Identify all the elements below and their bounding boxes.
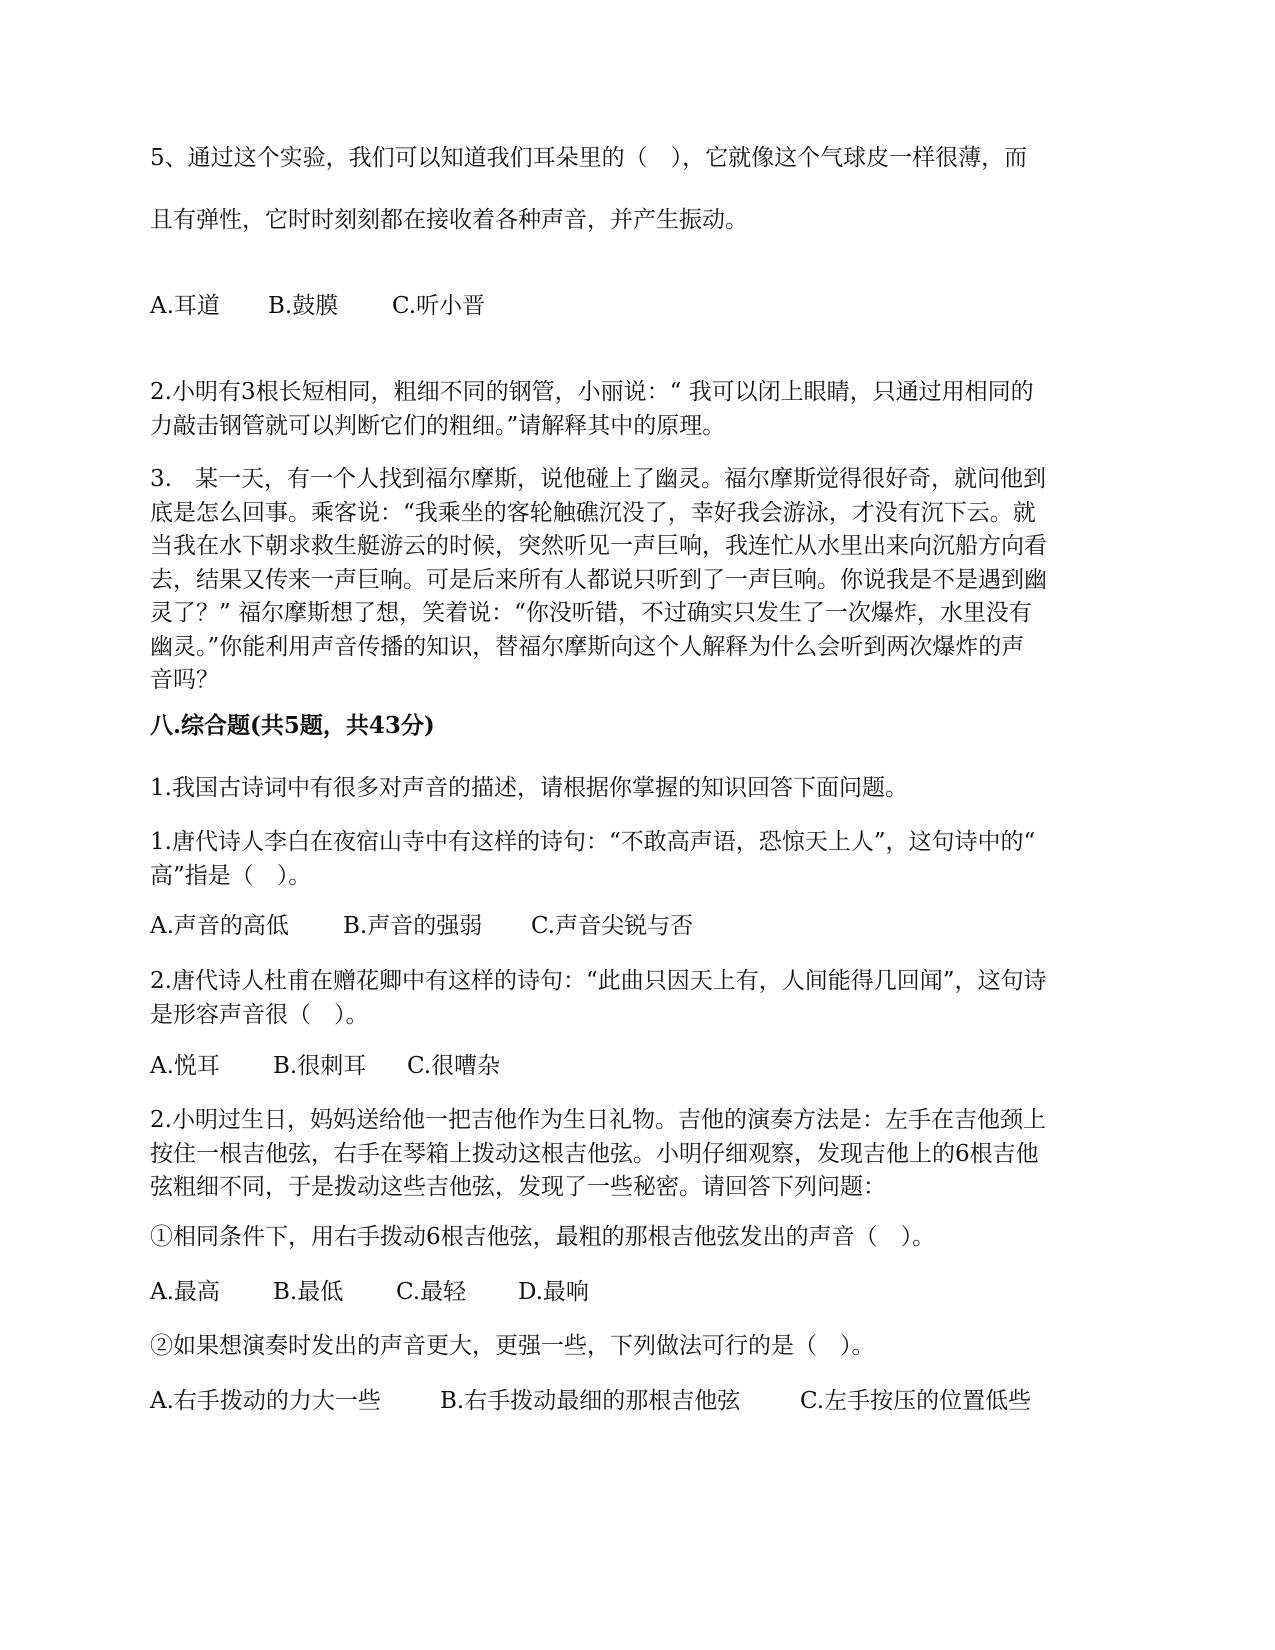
sub-question-1-line-1: 1.唐代诗人李白在夜宿山寺中有这样的诗句：“不敢高声语，恐惊天上人”，这句诗中的“ bbox=[150, 829, 1036, 855]
question-5-options bbox=[150, 290, 1125, 322]
question-5-line-1: 5、通过这个实验，我们可以知道我们耳朵里的（ ），它就像这个气球皮一样很薄，而 bbox=[150, 145, 1028, 171]
option-b: B.很刺耳 bbox=[273, 1053, 367, 1079]
question-2-guitar-line: 弦粗细不同，于是拨动这些吉他弦，发现了一些秘密。请回答下列问题： bbox=[150, 1174, 886, 1200]
sub-question-1-line-2: 高”指是（ ）。 bbox=[150, 862, 312, 889]
question-3-line: 音吗？ bbox=[150, 667, 219, 693]
option-c: C.声音尖锐与否 bbox=[531, 913, 694, 939]
question-2-guitar bbox=[150, 1104, 1125, 1205]
question-5-line-2: 且有弹性，它时时刻刻都在接收着各种声音，并产生振动。 bbox=[150, 207, 748, 233]
sub-question-2-line-2: 是形容声音很（ ）。 bbox=[150, 1001, 369, 1028]
question-5 bbox=[150, 142, 1125, 174]
sub-question-1 bbox=[150, 826, 1125, 893]
option-a: A.最高 bbox=[150, 1279, 220, 1305]
option-c: C.左手按压的位置低些 bbox=[800, 1388, 1032, 1414]
guitar-sub-2-text: ②如果想演奏时发出的声音更大，更强一些，下列做法可行的是（ ）。 bbox=[150, 1333, 875, 1359]
option-b: B.右手拨动最细的那根吉他弦 bbox=[440, 1388, 741, 1414]
question-1-intro: 1.我国古诗词中有很多对声音的描述，请根据你掌握的知识回答下面问题。 bbox=[150, 775, 908, 801]
option-c: C.很嘈杂 bbox=[407, 1053, 501, 1079]
section-heading: 八.综合题(共5题，共43分) bbox=[150, 712, 435, 739]
option-a: A.右手拨动的力大一些 bbox=[150, 1388, 381, 1414]
question-2-guitar-line: 按住一根吉他弦，右手在琴箱上拨动这根吉他弦。小明仔细观察，发现吉他上的6根吉他 bbox=[150, 1140, 1039, 1167]
option-b: B.声音的强弱 bbox=[343, 913, 483, 939]
guitar-sub-1-text: ①相同条件下，用右手拨动6根吉他弦，最粗的那根吉他弦发出的声音（ ）。 bbox=[150, 1224, 936, 1250]
question-3-line: 灵了？” 福尔摩斯想了想，笑着说：“你没听错，不过确实只发生了一次爆炸，水里没有 bbox=[150, 600, 1032, 626]
option-c: C.听小晋 bbox=[392, 293, 486, 319]
section-8 bbox=[150, 710, 1125, 742]
section-8-intro bbox=[150, 772, 1125, 804]
option-c: C.最轻 bbox=[396, 1279, 467, 1305]
question-2-pipes bbox=[150, 376, 1125, 443]
sub-question-2-options bbox=[150, 1050, 1125, 1082]
option-b: B.鼓膜 bbox=[268, 293, 339, 319]
guitar-sub-2-options bbox=[150, 1385, 1125, 1417]
question-2-guitar-line: 2.小明过生日，妈妈送给他一把吉他作为生日礼物。吉他的演奏方法是：左手在吉他颈上 bbox=[150, 1107, 1046, 1133]
option-a: A.声音的高低 bbox=[150, 913, 289, 939]
question-3-holmes bbox=[150, 463, 1125, 698]
question-2-line-2: 力敲击钢管就可以判断它们的粗细。”请解释其中的原理。 bbox=[150, 412, 726, 439]
question-3-line: 3. 某一天，有一个人找到福尔摩斯，说他碰上了幽灵。福尔摩斯觉得很好奇，就问他到 bbox=[150, 466, 1046, 492]
question-3-line: 底是怎么回事。乘客说：“我乘坐的客轮触礁沉没了，幸好我会游泳，才没有沉下云。就 bbox=[150, 499, 1036, 526]
question-5-cont bbox=[150, 204, 1125, 236]
option-b: B.最低 bbox=[273, 1279, 344, 1305]
sub-question-2 bbox=[150, 965, 1125, 1032]
sub-question-1-options bbox=[150, 910, 1125, 942]
option-a: A.耳道 bbox=[150, 293, 220, 319]
guitar-sub-1-options bbox=[150, 1276, 1125, 1308]
guitar-sub-1 bbox=[150, 1221, 1125, 1253]
sub-question-2-line-1: 2.唐代诗人杜甫在赠花卿中有这样的诗句：“此曲只因天上有，人间能得几回闻”，这句诗 bbox=[150, 968, 1047, 994]
option-d: D.最响 bbox=[518, 1279, 589, 1305]
question-3-line: 当我在水下朝求救生艇游云的时候，突然听见一声巨响，我连忙从水里出来向沉船方向看 bbox=[150, 533, 1047, 559]
option-a: A.悦耳 bbox=[150, 1053, 220, 1079]
question-3-line: 幽灵。”你能利用声音传播的知识，替福尔摩斯向这个人解释为什么会听到两次爆炸的声 bbox=[150, 633, 1025, 660]
question-3-line: 去，结果又传来一声巨响。可是后来所有人都说只听到了一声巨响。你说我是不是遇到幽 bbox=[150, 566, 1047, 593]
guitar-sub-2 bbox=[150, 1330, 1125, 1362]
question-2-line-1: 2.小明有3根长短相同，粗细不同的钢管，小丽说：“ 我可以闭上眼睛，只通过用相同的 bbox=[150, 379, 1034, 405]
